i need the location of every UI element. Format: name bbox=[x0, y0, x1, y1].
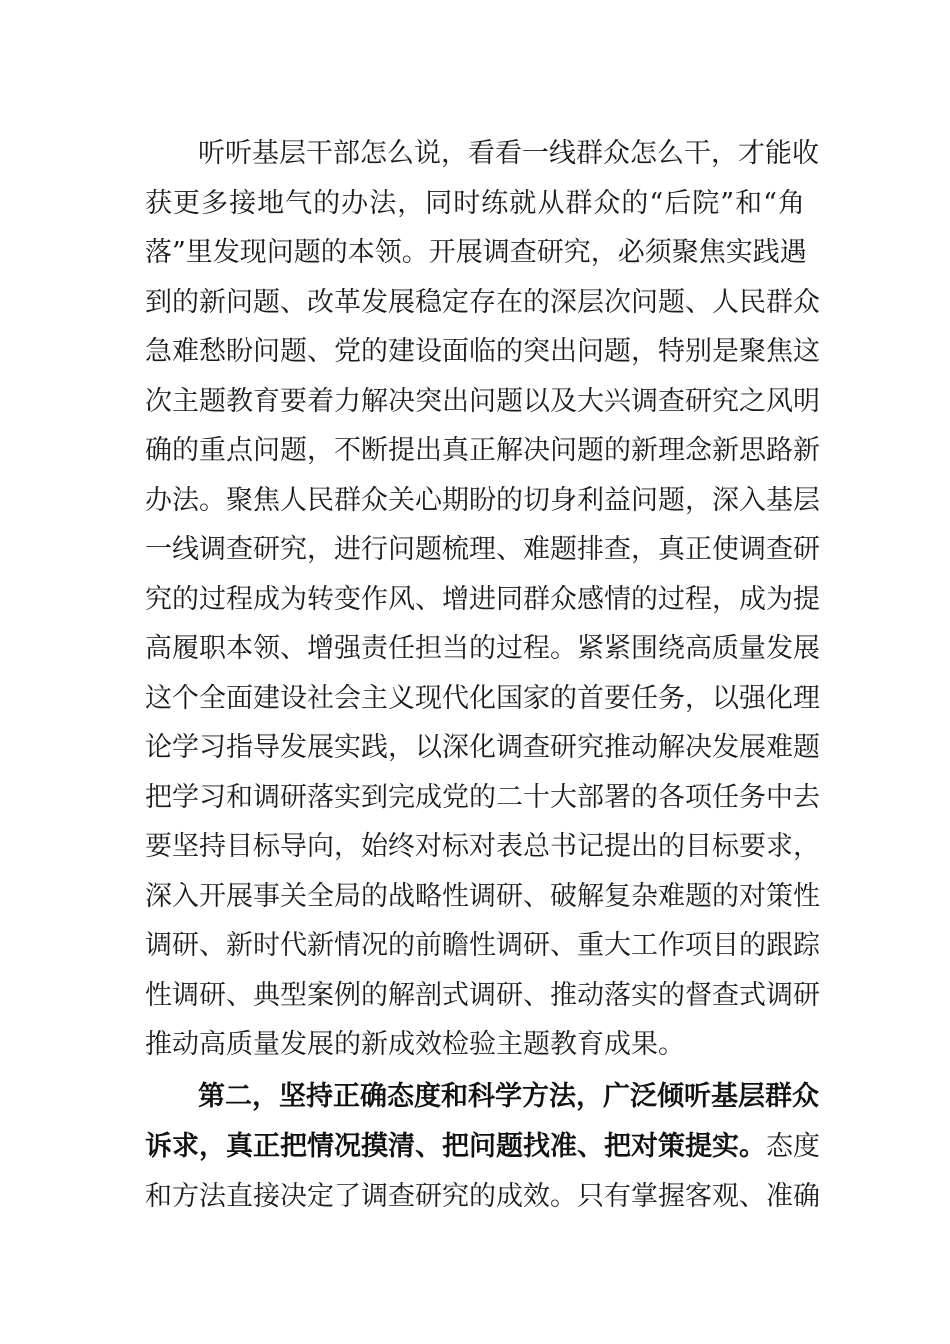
paragraph-1-line: 获更多接地气的办法，同时练就从群众的“后院”和“角 bbox=[145, 188, 805, 219]
paragraph-1-line: 高履职本领、增强责任担当的过程。紧紧围绕高质量发展 bbox=[145, 633, 820, 664]
paragraph-1-line: 办法。聚焦人民群众关心期盼的切身利益问题，深入基层 bbox=[145, 485, 820, 516]
paragraph-1-line: 这个全面建设社会主义现代化国家的首要任务，以强化理 bbox=[145, 683, 820, 714]
paragraph-1-line: 到的新问题、改革发展稳定存在的深层次问题、人民群众 bbox=[145, 287, 820, 318]
paragraph-1-line: 论学习指导发展实践，以深化调查研究推动解决发展难题 bbox=[145, 732, 820, 763]
paragraph-2-heading-end: 诉求，真正把情况摸清、把问题找准、把对策提实。 bbox=[145, 1131, 766, 1162]
paragraph-1-line: 究的过程成为转变作风、增进同群众感情的过程，成为提 bbox=[145, 584, 820, 615]
paragraph-1-line: 急难愁盼问题、党的建设面临的突出问题，特别是聚焦这 bbox=[145, 336, 820, 367]
paragraph-1-line: 调研、新时代新情况的前瞻性调研、重大工作项目的跟踪 bbox=[145, 930, 820, 961]
paragraph-1-line: 把学习和调研落实到完成党的二十大部署的各项任务中去 bbox=[145, 782, 820, 813]
paragraph-2-heading-line: 第二，坚持正确态度和科学方法，广泛倾听基层群众 bbox=[198, 1081, 819, 1112]
paragraph-1-line: 一线调查研究，进行问题梳理、难题排查，真正使调查研 bbox=[145, 534, 820, 565]
paragraph-1-line: 要坚持目标导向，始终对标对表总书记提出的目标要求， bbox=[145, 831, 820, 862]
paragraph-1-line: 性调研、典型案例的解剖式调研、推动落实的督查式调研 bbox=[145, 980, 820, 1011]
paragraph-2-line: 和方法直接决定了调查研究的成效。只有掌握客观、准确 bbox=[145, 1181, 820, 1212]
paragraph-1-line: 听听基层干部怎么说，看看一线群众怎么干，才能收 bbox=[198, 138, 819, 169]
paragraph-1-line: 确的重点问题，不断提出真正解决问题的新理念新思路新 bbox=[145, 435, 820, 466]
paragraph-1-line: 落”里发现问题的本领。开展调查研究，必须聚焦实践遇 bbox=[145, 237, 807, 268]
paragraph-2-line bbox=[145, 1122, 820, 1172]
paragraph-1-line: 次主题教育要着力解决突出问题以及大兴调查研究之风明 bbox=[145, 386, 820, 417]
paragraph-1-line: 推动高质量发展的新成效检验主题教育成果。 bbox=[145, 1029, 685, 1060]
paragraph-2-text-start: 态度 bbox=[766, 1131, 820, 1162]
paragraph-1-line: 深入开展事关全局的战略性调研、破解复杂难题的对策性 bbox=[145, 881, 820, 912]
